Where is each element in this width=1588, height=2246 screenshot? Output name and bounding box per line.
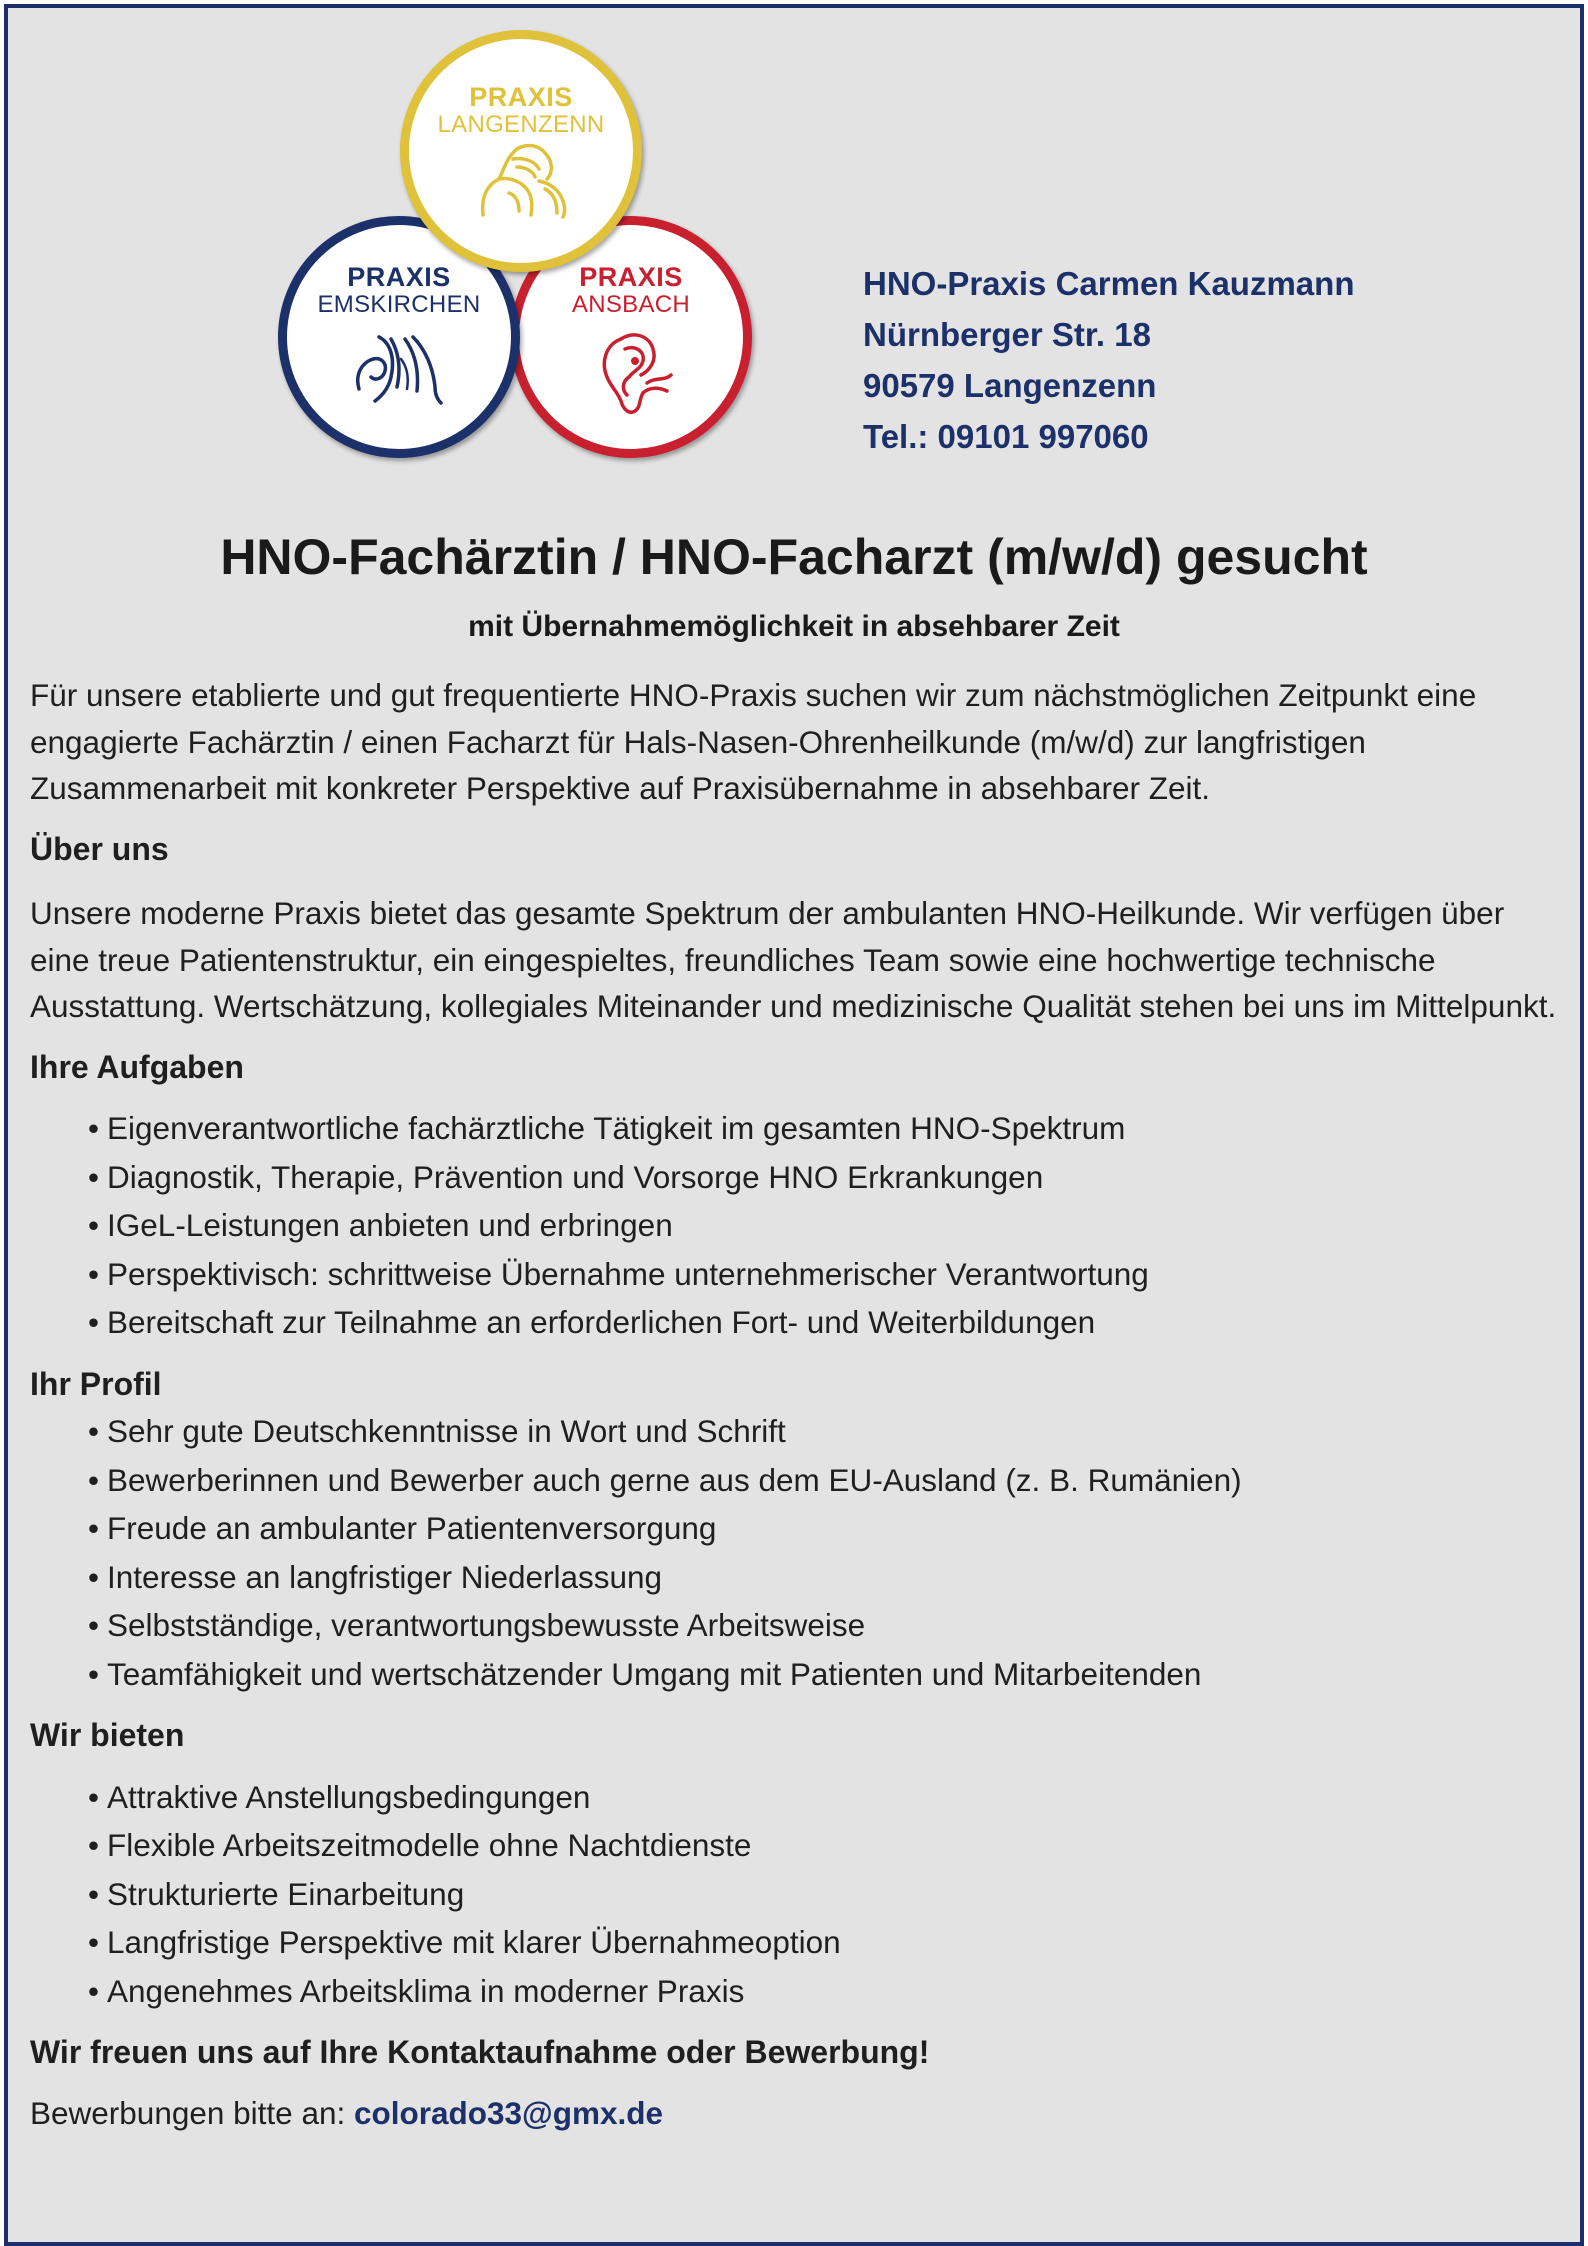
apply-line bbox=[30, 2090, 1560, 2137]
list-item: • Flexible Arbeitszeitmodelle ohne Nachtdienste bbox=[88, 1821, 1560, 1870]
list-item: • Teamfähigkeit und wertschätzender Umgang mit Patienten und Mitarbeitenden bbox=[88, 1650, 1560, 1699]
list-item: • Angenehmes Arbeitsklima in moderner Praxis bbox=[88, 1967, 1560, 2016]
list-item: • Strukturierte Einarbeitung bbox=[88, 1870, 1560, 1919]
logo-langenzenn-line2: LANGENZENN bbox=[437, 111, 605, 138]
logo-emskirchen-line2: EMSKIRCHEN bbox=[317, 291, 481, 318]
ear-icon bbox=[587, 325, 677, 421]
contact-street: Nürnberger Str. 18 bbox=[863, 316, 1151, 353]
apply-label: Bewerbungen bitte an: bbox=[30, 2094, 354, 2131]
ad-body bbox=[30, 672, 1560, 2136]
contact-city: 90579 Langenzenn bbox=[863, 367, 1157, 404]
larynx-icon bbox=[349, 329, 449, 409]
list-item: • IGeL-Leistungen anbieten und erbringen bbox=[88, 1201, 1560, 1250]
about-paragraph: Unsere moderne Praxis bietet das gesamte Spektrum der ambulanten HNO-Heilkunde. Wir verfügen über eine treue Patientenstruktur, ein eingespieltes, freundliches Team sowie eine hochwertige technische Ausstattung. Wertschätzung, kollegiales Miteinander und medizinische Qualität stehen bei uns im Mittelpunkt. bbox=[30, 895, 1557, 1024]
list-item: • Bereitschaft zur Teilnahme an erforderlichen Fort- und Weiterbildungen bbox=[88, 1298, 1560, 1347]
profile-heading: Ihr Profil bbox=[30, 1365, 162, 1402]
contact-block bbox=[863, 258, 1354, 462]
contact-name: HNO-Praxis Carmen Kauzmann bbox=[863, 265, 1355, 302]
list-item: • Perspektivisch: schrittweise Übernahme unternehmerischer Verantwortung bbox=[88, 1250, 1560, 1299]
offer-list bbox=[30, 1773, 1560, 2016]
page-subtitle: mit Übernahmemöglichkeit in absehbarer Zeit bbox=[468, 610, 1120, 643]
logo-ansbach-line1: PRAXIS bbox=[579, 262, 683, 292]
job-ad-frame bbox=[4, 4, 1584, 2246]
about-heading: Über uns bbox=[30, 830, 169, 867]
tasks-heading: Ihre Aufgaben bbox=[30, 1048, 244, 1085]
list-item: • Eigenverantwortliche fachärztliche Tätigkeit im gesamten HNO-Spektrum bbox=[88, 1104, 1560, 1153]
page-title: HNO-Fachärztin / HNO-Facharzt (m/w/d) gesucht bbox=[220, 529, 1368, 585]
list-item: • Interesse an langfristiger Niederlassung bbox=[88, 1553, 1560, 1602]
tasks-list bbox=[30, 1104, 1560, 1347]
offer-heading: Wir bieten bbox=[30, 1717, 185, 1753]
logo-praxis-langenzenn bbox=[400, 30, 642, 272]
list-item: • Attraktive Anstellungsbedingungen bbox=[88, 1773, 1560, 1822]
contact-phone: Tel.: 09101 997060 bbox=[863, 418, 1149, 455]
intro-paragraph: Für unsere etablierte und gut frequentierte HNO-Praxis suchen wir zum nächstmöglichen Zeitpunkt eine engagierte Fachärztin / einen Facharzt für Hals-Nasen-Ohrenheilkunde (m/w/d) zur langfristigen Zusammenarbeit mit konkreter Perspektive auf Praxisübernahme in absehbarer Zeit. bbox=[30, 677, 1477, 806]
list-item: • Sehr gute Deutschkenntnisse in Wort und Schrift bbox=[88, 1407, 1560, 1456]
list-item: • Bewerberinnen und Bewerber auch gerne aus dem EU-Ausland (z. B. Rumänien) bbox=[88, 1456, 1560, 1505]
list-item: • Freude an ambulanter Patientenversorgung bbox=[88, 1504, 1560, 1553]
closing-line: Wir freuen uns auf Ihre Kontaktaufnahme oder Bewerbung! bbox=[30, 2034, 930, 2070]
list-item: • Langfristige Perspektive mit klarer Übernahmeoption bbox=[88, 1918, 1560, 1967]
logo-ansbach-line2: ANSBACH bbox=[571, 291, 691, 318]
nose-throat-icon bbox=[469, 137, 573, 221]
logo-emskirchen-line1: PRAXIS bbox=[347, 262, 451, 292]
logo-langenzenn-line1: PRAXIS bbox=[469, 82, 573, 112]
list-item: • Diagnostik, Therapie, Prävention und Vorsorge HNO Erkrankungen bbox=[88, 1153, 1560, 1202]
profile-list bbox=[30, 1407, 1560, 1698]
list-item: • Selbstständige, verantwortungsbewusste Arbeitsweise bbox=[88, 1601, 1560, 1650]
email-link[interactable]: colorado33@gmx.de bbox=[353, 2094, 664, 2131]
practice-logos bbox=[278, 30, 768, 470]
